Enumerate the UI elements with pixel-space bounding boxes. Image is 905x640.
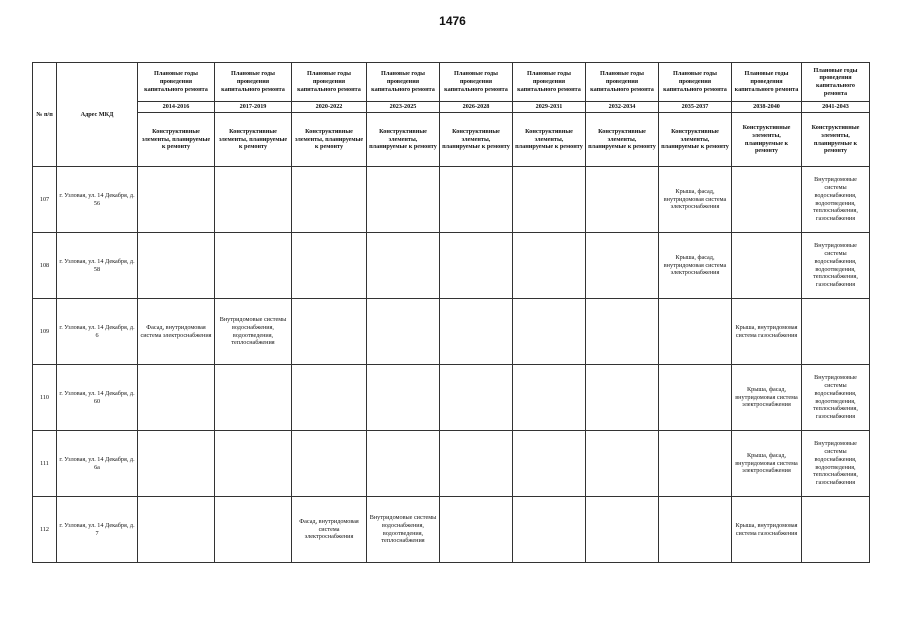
row-cell (138, 365, 215, 431)
row-cell (367, 431, 440, 497)
row-cell (292, 233, 367, 299)
header-elements: Конструктивные элементы, планируемые к ремонту (659, 113, 732, 167)
row-cell (440, 299, 513, 365)
row-cell (586, 431, 659, 497)
header-elements: Конструктивные элементы, планируемые к ремонту (292, 113, 367, 167)
row-cell: Внутридомовые системы водоснабжения, водоотведения, теплоснабжения, газоснабжения (802, 233, 870, 299)
row-cell (586, 365, 659, 431)
header-plan-years: Плановые годы проведения капитального ремонта (367, 63, 440, 102)
row-cell (138, 431, 215, 497)
header-period: 2017-2019 (215, 102, 292, 113)
row-cell (440, 497, 513, 563)
row-address: г. Узловая, ул. 14 Декабря, д. 6а (57, 431, 138, 497)
row-cell (367, 233, 440, 299)
row-number: 107 (33, 167, 57, 233)
header-plan-years: Плановые годы проведения капитального ремонта (215, 63, 292, 102)
row-cell: Крыша, внутридомовая система газоснабжения (732, 299, 802, 365)
row-cell (586, 233, 659, 299)
row-cell (138, 497, 215, 563)
table-row (33, 167, 870, 233)
row-cell (292, 167, 367, 233)
row-cell (138, 167, 215, 233)
row-cell (215, 167, 292, 233)
header-elements: Конструктивные элементы, планируемые к ремонту (440, 113, 513, 167)
row-cell: Фасад, внутридомовая система электроснабжения (292, 497, 367, 563)
row-cell (586, 497, 659, 563)
row-cell (138, 233, 215, 299)
row-cell: Крыша, фасад, внутридомовая система электроснабжения (732, 431, 802, 497)
row-number: 109 (33, 299, 57, 365)
header-elements: Конструктивные элементы, планируемые к ремонту (138, 113, 215, 167)
row-cell (513, 497, 586, 563)
row-cell (292, 365, 367, 431)
capital-repair-plan-table (32, 62, 870, 563)
header-period: 2014-2016 (138, 102, 215, 113)
row-address: г. Узловая, ул. 14 Декабря, д. 60 (57, 365, 138, 431)
row-cell (440, 233, 513, 299)
header-elements: Конструктивные элементы, планируемые к ремонту (802, 113, 870, 167)
header-period: 2026-2028 (440, 102, 513, 113)
row-number: 110 (33, 365, 57, 431)
row-cell (513, 431, 586, 497)
row-cell (440, 431, 513, 497)
row-address: г. Узловая, ул. 14 Декабря, д. 58 (57, 233, 138, 299)
row-cell: Внутридомовые системы водоснабжения, водоотведения, теплоснабжения (367, 497, 440, 563)
header-plan-years: Плановые годы проведения капитального ремонта (292, 63, 367, 102)
row-number: 108 (33, 233, 57, 299)
row-cell: Внутридомовые системы водоснабжения, водоотведения, теплоснабжения, газоснабжения (802, 365, 870, 431)
header-address: Адрес МКД (57, 63, 138, 167)
row-cell (802, 299, 870, 365)
row-cell (215, 365, 292, 431)
row-cell (659, 365, 732, 431)
row-address: г. Узловая, ул. 14 Декабря, д. 6 (57, 299, 138, 365)
header-period: 2038-2040 (732, 102, 802, 113)
row-cell (802, 497, 870, 563)
header-period: 2029-2031 (513, 102, 586, 113)
header-row-elements (33, 113, 870, 167)
header-period: 2023-2025 (367, 102, 440, 113)
row-cell: Крыша, фасад, внутридомовая система электроснабжения (732, 365, 802, 431)
header-elements: Конструктивные элементы, планируемые к ремонту (367, 113, 440, 167)
table-row (33, 497, 870, 563)
table-row (33, 299, 870, 365)
header-period: 2032-2034 (586, 102, 659, 113)
row-cell: Крыша, фасад, внутридомовая система электроснабжения (659, 233, 732, 299)
row-cell (215, 431, 292, 497)
row-address: г. Узловая, ул. 14 Декабря, д. 56 (57, 167, 138, 233)
header-plan-years: Плановые годы проведения капитального ремонта (732, 63, 802, 102)
header-plan-years: Плановые годы проведения капитального ремонта (802, 63, 870, 102)
row-cell (586, 167, 659, 233)
row-cell (367, 365, 440, 431)
row-cell: Фасад, внутридомовая система электроснабжения (138, 299, 215, 365)
header-elements: Конструктивные элементы, планируемые к ремонту (513, 113, 586, 167)
header-plan-years: Плановые годы проведения капитального ремонта (586, 63, 659, 102)
header-period: 2020-2022 (292, 102, 367, 113)
header-period: 2041-2043 (802, 102, 870, 113)
header-elements: Конструктивные элементы, планируемые к ремонту (586, 113, 659, 167)
header-row-titles (33, 63, 870, 102)
row-cell (659, 431, 732, 497)
row-cell (292, 299, 367, 365)
header-plan-years: Плановые годы проведения капитального ремонта (440, 63, 513, 102)
row-cell: Внутридомовые системы водоснабжения, водоотведения, теплоснабжения, газоснабжения (802, 167, 870, 233)
row-address: г. Узловая, ул. 14 Декабря, д. 7 (57, 497, 138, 563)
header-elements: Конструктивные элементы, планируемые к ремонту (215, 113, 292, 167)
row-cell (513, 299, 586, 365)
header-plan-years: Плановые годы проведения капитального ремонта (513, 63, 586, 102)
row-cell: Внутридомовые системы водоснабжения, водоотведения, теплоснабжения (215, 299, 292, 365)
header-num: № п/п (33, 63, 57, 167)
row-cell (513, 167, 586, 233)
row-cell (513, 365, 586, 431)
row-cell (292, 431, 367, 497)
table-row (33, 365, 870, 431)
row-cell (367, 167, 440, 233)
row-cell (732, 167, 802, 233)
page-number: 1476 (439, 14, 466, 28)
row-cell (215, 497, 292, 563)
table-row (33, 233, 870, 299)
row-cell (367, 299, 440, 365)
row-cell: Крыша, внутридомовая система газоснабжения (732, 497, 802, 563)
header-elements: Конструктивные элементы, планируемые к ремонту (732, 113, 802, 167)
row-number: 112 (33, 497, 57, 563)
row-cell (215, 233, 292, 299)
row-cell (732, 233, 802, 299)
header-plan-years: Плановые годы проведения капитального ремонта (659, 63, 732, 102)
row-cell (659, 299, 732, 365)
row-cell (440, 167, 513, 233)
row-cell (659, 497, 732, 563)
row-cell (586, 299, 659, 365)
row-cell: Внутридомовые системы водоснабжения, водоотведения, теплоснабжения, газоснабжения (802, 431, 870, 497)
table-row (33, 431, 870, 497)
row-cell (440, 365, 513, 431)
header-plan-years: Плановые годы проведения капитального ремонта (138, 63, 215, 102)
row-cell (513, 233, 586, 299)
header-row-periods (33, 102, 870, 113)
row-number: 111 (33, 431, 57, 497)
row-cell: Крыша, фасад, внутридомовая система электроснабжения (659, 167, 732, 233)
header-period: 2035-2037 (659, 102, 732, 113)
